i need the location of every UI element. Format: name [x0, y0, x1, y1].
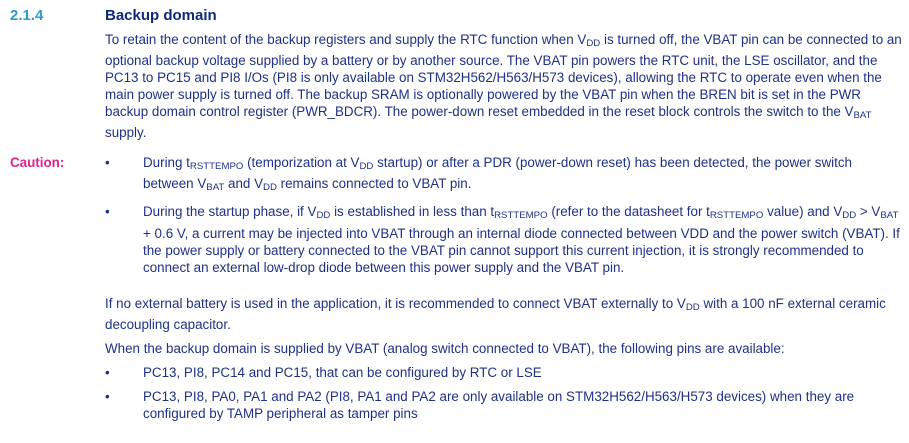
paragraph-no-battery: If no external battery is used in the application, it is recommended to connect VBAT externally to $V_{DD}$ with a 100 nF external ceramic decoupling capacitor.: [105, 295, 886, 332]
section-title: Backup domain: [105, 7, 217, 24]
bullet-marker: •: [105, 155, 110, 171]
caution-label: Caution:: [10, 155, 65, 171]
paragraph-pins-available: When the backup domain is supplied by VBAT (analog switch connected to VBAT), the following pins are available:: [105, 340, 785, 356]
section-body: [105, 31, 903, 141]
section-number: 2.1.4: [10, 7, 44, 24]
bullet-marker: •: [105, 388, 110, 404]
section-body-continued: [105, 295, 903, 422]
pin-bullet-2: [105, 388, 903, 422]
bullet-marker: •: [105, 364, 110, 380]
caution-bullet-2-text: During the startup phase, if $V_{DD}$ is established in less than $t_{RSTTEMPO}$ (refer to the datasheet for $t_{RSTTEMPO}$ value) and $V_{DD} > V_{BAT} + 0.6$ V, a current may be injected into VBAT through an internal diode connected between VDD and the power switch (VBAT). If the power supply or battery connected to the VBAT pin cannot support this current injection, it is strongly recommended to connect an external low-drop diode between this power supply and the VBAT pin.: [143, 204, 900, 275]
caution-block: [10, 154, 903, 282]
section-heading: [10, 7, 903, 24]
bullet-marker: •: [105, 204, 110, 220]
pin-bullet-1-text: PC13, PI8, PC14 and PC15, that can be configured by RTC or LSE: [143, 364, 542, 380]
paragraph-backup-intro: To retain the content of the backup registers and supply the RTC function when $V_{DD}$ is turned off, the VBAT pin can be connected to an optional backup voltage supplied by a battery or by another source. The VBAT pin powers the RTC unit, the LSE oscillator, and the PC13 to PC15 and PI8 I/Os (PI8 is only available on STM32H562/H563/H573 devices), allowing the RTC to operate even when the main power supply is turned off. The backup SRAM is optionally powered by the VBAT pin when the BREN bit is set in the PWR backup domain control register (PWR_BDCR). The power-down reset embedded in the reset block controls the switch to the $V_{BAT}$ supply.: [105, 32, 902, 141]
caution-bullet-list: [105, 154, 903, 282]
caution-bullet-1: [105, 154, 903, 196]
caution-bullet-2: [105, 203, 903, 275]
caution-bullet-1-text: During $t_{RSTTEMPO}$ (temporization at $V_{DD}$ startup) or after a PDR (power-down reset) has been detected, the power switch between $V_{BAT}$ and $V_{DD}$ remains connected to VBAT pin.: [143, 155, 852, 194]
pin-bullet-2-text: PC13, PI8, PA0, PA1 and PA2 (PI8, PA1 and PA2 are only available on STM32H562/H563/H573 devices) when they are configured by TAMP peripheral as tamper pins: [143, 388, 855, 421]
pin-bullet-1: [105, 364, 903, 381]
